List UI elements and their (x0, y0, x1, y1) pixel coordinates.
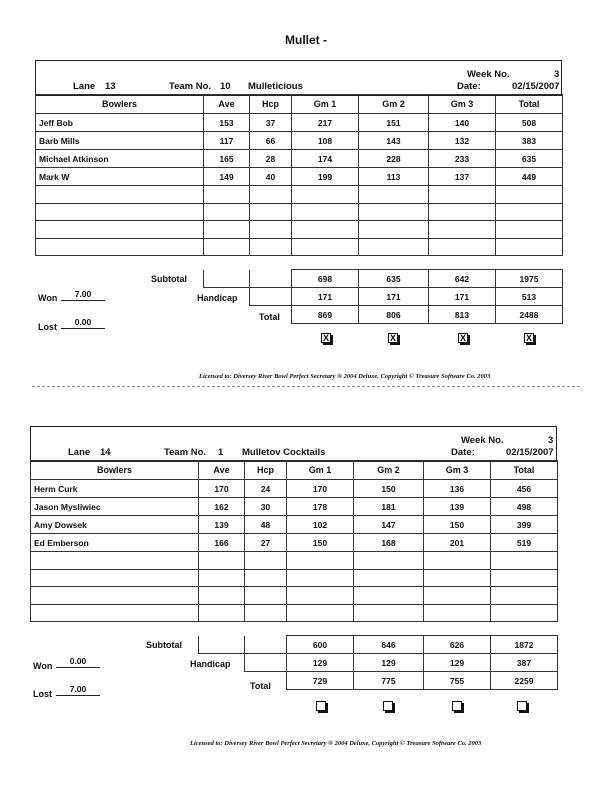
won-label: Won (33, 661, 53, 671)
bowler-gm1: 108 (292, 132, 359, 150)
lane-label: Lane (73, 81, 96, 92)
gm1-win-checkbox[interactable]: X (322, 333, 329, 343)
won-value: 7.00 (61, 289, 105, 301)
col-gm3: Gm 3 (429, 95, 496, 114)
empty-row (31, 604, 558, 622)
total-gm3: 755 (424, 672, 491, 690)
col-ave: Ave (204, 95, 250, 114)
bowler-name: Amy Dowsek (31, 516, 199, 534)
subtotal-label: Subtotal (146, 640, 182, 650)
gm3-win-checkbox[interactable]: X (459, 333, 466, 343)
bowler-hcp: 40 (250, 168, 292, 186)
table-row (31, 534, 558, 552)
subtotal-gm2: 635 (359, 270, 429, 288)
empty-row (36, 221, 563, 239)
bowler-total: 635 (496, 150, 563, 168)
date-value: 02/15/2007 (506, 447, 554, 458)
week-no-label: Week No. (467, 69, 510, 80)
handicap-label: Handicap (197, 293, 238, 303)
license-text: Licensed to: Diversey River Bowl Perfect Secretary ® 2004 Deluxe, Copyright © Treasure Software Co. 2003 (199, 373, 491, 380)
handicap-total: 387 (491, 654, 558, 672)
date-value: 02/15/2007 (512, 81, 560, 92)
bowler-ave: 162 (199, 498, 245, 516)
bowler-gm3: 132 (429, 132, 496, 150)
bowler-gm1: 170 (287, 480, 354, 498)
empty-row (36, 186, 563, 204)
bowler-total: 399 (491, 516, 558, 534)
bowler-name: Mark W (36, 168, 204, 186)
bowler-name: Jeff Bob (36, 114, 204, 132)
col-gm2: Gm 2 (354, 461, 424, 480)
lane-value: 14 (100, 447, 111, 458)
bowler-gm1: 178 (287, 498, 354, 516)
bowler-gm2: 228 (359, 150, 429, 168)
cut-line (32, 386, 580, 387)
subtotal-gm2: 646 (354, 636, 424, 654)
table-header-row (31, 461, 558, 480)
week-no-label: Week No. (461, 435, 504, 446)
bowler-gm1: 150 (287, 534, 354, 552)
page-title: Mullet - (285, 33, 327, 47)
gm3-win-checkbox[interactable] (452, 701, 462, 711)
handicap-gm2: 129 (354, 654, 424, 672)
subtotal-label: Subtotal (151, 274, 187, 284)
gm2-win-checkbox[interactable]: X (389, 333, 396, 343)
total-win-checkbox[interactable]: X (525, 333, 532, 343)
lane-value: 13 (105, 81, 116, 92)
col-hcp: Hcp (245, 461, 287, 480)
bowler-total: 519 (491, 534, 558, 552)
week-no-value: 3 (548, 435, 554, 446)
bowler-gm1: 217 (292, 114, 359, 132)
col-bowlers: Bowlers (31, 461, 199, 480)
bowler-hcp: 66 (250, 132, 292, 150)
handicap-total: 513 (496, 288, 563, 306)
table-row (36, 168, 563, 186)
col-total: Total (496, 95, 563, 114)
handicap-gm2: 171 (359, 288, 429, 306)
bowler-total: 508 (496, 114, 563, 132)
total-gm2: 806 (359, 306, 429, 324)
bowler-gm3: 233 (429, 150, 496, 168)
handicap-gm1: 171 (292, 288, 359, 306)
bowler-total: 383 (496, 132, 563, 150)
bowler-gm2: 181 (354, 498, 424, 516)
col-hcp: Hcp (250, 95, 292, 114)
bowler-gm3: 136 (424, 480, 491, 498)
lane-label: Lane (68, 447, 91, 458)
team-name: Mulleticious (248, 81, 303, 92)
bowler-total: 449 (496, 168, 563, 186)
team-no-value: 1 (218, 447, 224, 458)
total-gm3: 813 (429, 306, 496, 324)
handicap-row (204, 288, 563, 306)
won-label: Won (38, 293, 58, 303)
col-gm1: Gm 1 (287, 461, 354, 480)
bowler-hcp: 24 (245, 480, 287, 498)
subtotal-total: 1975 (496, 270, 563, 288)
empty-row (31, 552, 558, 570)
bowler-gm3: 139 (424, 498, 491, 516)
bowler-total: 456 (491, 480, 558, 498)
handicap-gm1: 129 (287, 654, 354, 672)
lost-label: Lost (38, 322, 57, 332)
empty-row (36, 203, 563, 221)
col-ave: Ave (199, 461, 245, 480)
table-row (31, 498, 558, 516)
col-gm1: Gm 1 (292, 95, 359, 114)
bowler-total: 498 (491, 498, 558, 516)
bowler-name: Herm Curk (31, 480, 199, 498)
bowler-gm3: 137 (429, 168, 496, 186)
bowler-ave: 139 (199, 516, 245, 534)
bowler-gm2: 143 (359, 132, 429, 150)
total-total: 2488 (496, 306, 563, 324)
table-row (31, 480, 558, 498)
table-row (36, 150, 563, 168)
bowler-gm2: 147 (354, 516, 424, 534)
bowler-hcp: 48 (245, 516, 287, 534)
summary-table (203, 269, 563, 324)
handicap-row (199, 654, 558, 672)
table-row (36, 132, 563, 150)
won-value: 0.00 (56, 656, 100, 668)
bowler-gm1: 174 (292, 150, 359, 168)
col-gm3: Gm 3 (424, 461, 491, 480)
bowler-hcp: 27 (245, 534, 287, 552)
table-row (31, 516, 558, 534)
bowler-gm1: 102 (287, 516, 354, 534)
total-label: Total (259, 312, 280, 322)
bowlers-table (35, 94, 563, 256)
total-label: Total (250, 681, 271, 691)
bowler-name: Michael Atkinson (36, 150, 204, 168)
total-row (199, 672, 558, 690)
col-bowlers: Bowlers (36, 95, 204, 114)
lost-value: 0.00 (61, 317, 105, 329)
bowler-ave: 166 (199, 534, 245, 552)
subtotal-gm1: 600 (287, 636, 354, 654)
subtotal-gm3: 642 (429, 270, 496, 288)
bowler-name: Ed Emberson (31, 534, 199, 552)
bowler-name: Jason Mysliwiec (31, 498, 199, 516)
col-gm2: Gm 2 (359, 95, 429, 114)
bowler-gm3: 201 (424, 534, 491, 552)
subtotal-total: 1872 (491, 636, 558, 654)
bowler-ave: 117 (204, 132, 250, 150)
table-row (36, 114, 563, 132)
table-header-row (36, 95, 563, 114)
total-gm1: 869 (292, 306, 359, 324)
team-name: Mulletov Cocktails (242, 447, 326, 458)
date-label: Date: (451, 447, 475, 458)
date-label: Date: (457, 81, 481, 92)
total-row (204, 306, 563, 324)
col-total: Total (491, 461, 558, 480)
bowler-ave: 149 (204, 168, 250, 186)
bowler-hcp: 37 (250, 114, 292, 132)
subtotal-row (204, 270, 563, 288)
subtotal-gm1: 698 (292, 270, 359, 288)
week-no-value: 3 (554, 69, 560, 80)
total-total: 2259 (491, 672, 558, 690)
total-gm1: 729 (287, 672, 354, 690)
bowler-ave: 170 (199, 480, 245, 498)
empty-row (31, 587, 558, 605)
gm1-win-checkbox[interactable] (316, 701, 326, 711)
bowler-gm2: 150 (354, 480, 424, 498)
bowler-gm2: 168 (354, 534, 424, 552)
gm2-win-checkbox[interactable] (383, 701, 393, 711)
bowler-name: Barb Mills (36, 132, 204, 150)
license-text: Licensed to: Diversey River Bowl Perfect Secretary ® 2004 Deluxe, Copyright © Treasure Software Co. 2003 (190, 740, 482, 747)
total-win-checkbox[interactable] (517, 701, 527, 711)
lost-value: 7.00 (56, 684, 100, 696)
bowler-gm2: 113 (359, 168, 429, 186)
bowler-gm3: 140 (429, 114, 496, 132)
bowler-ave: 165 (204, 150, 250, 168)
empty-row (36, 238, 563, 256)
handicap-label: Handicap (190, 659, 231, 669)
handicap-gm3: 171 (429, 288, 496, 306)
bowlers-table (30, 460, 558, 622)
empty-row (31, 569, 558, 587)
team-no-label: Team No. (169, 81, 212, 92)
total-gm2: 775 (354, 672, 424, 690)
bowler-ave: 153 (204, 114, 250, 132)
subtotal-gm3: 626 (424, 636, 491, 654)
summary-table (198, 635, 558, 690)
team-no-value: 10 (220, 81, 231, 92)
bowler-hcp: 28 (250, 150, 292, 168)
bowler-hcp: 30 (245, 498, 287, 516)
handicap-gm3: 129 (424, 654, 491, 672)
bowler-gm2: 151 (359, 114, 429, 132)
subtotal-row (199, 636, 558, 654)
lost-label: Lost (33, 689, 52, 699)
bowler-gm3: 150 (424, 516, 491, 534)
bowler-gm1: 199 (292, 168, 359, 186)
team-no-label: Team No. (164, 447, 207, 458)
